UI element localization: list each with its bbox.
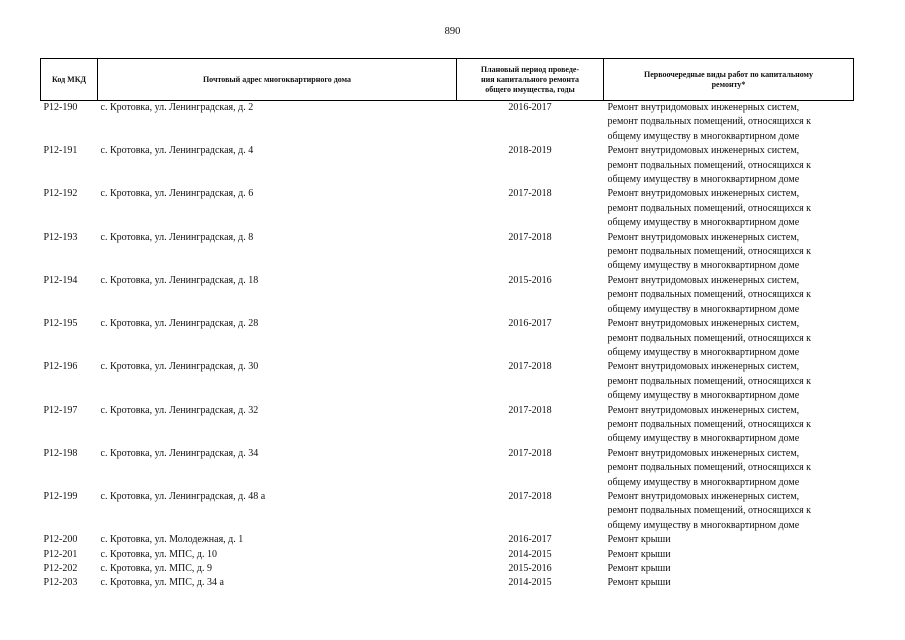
- cell-code: Р12-191: [43, 145, 78, 157]
- cell-period: 2015-2016: [508, 274, 552, 286]
- cell-address: с. Кротовка, ул. Ленинградская, д. 34: [100, 447, 259, 459]
- cell-period: 2015-2016: [508, 563, 552, 574]
- works-line: общему имуществу в многоквартирном доме: [607, 303, 800, 315]
- cell-code: Р12-201: [43, 548, 78, 560]
- cell-period: 2017-2018: [508, 447, 552, 459]
- cell-works: [604, 548, 854, 562]
- cell-code: Р12-200: [43, 534, 78, 546]
- cell-code: Р12-194: [43, 274, 78, 286]
- works-line: Ремонт внутридомовых инженерных систем,: [607, 447, 800, 459]
- table-row: [41, 562, 854, 576]
- header-code: Код МКД: [41, 59, 98, 101]
- works-line: Ремонт внутридомовых инженерных систем,: [607, 361, 800, 373]
- cell-code: Р12-202: [43, 563, 78, 574]
- cell-period: 2018-2019: [508, 145, 552, 157]
- works-line: Ремонт внутридомовых инженерных систем,: [607, 102, 800, 113]
- table-row: [41, 274, 854, 317]
- cell-code: Р12-193: [43, 231, 78, 243]
- cell-period: 2017-2018: [508, 404, 552, 416]
- works-line: общему имуществу в многоквартирном доме: [607, 174, 800, 186]
- cell-period: 2017-2018: [508, 361, 552, 373]
- works-line: общему имуществу в многоквартирном доме: [607, 217, 800, 229]
- cell-code: Р12-190: [43, 102, 78, 113]
- cell-period: 2016-2017: [508, 102, 552, 113]
- works-line: общему имуществу в многоквартирном доме: [607, 433, 800, 445]
- cell-address: с. Кротовка, ул. Ленинградская, д. 2: [100, 102, 254, 113]
- table-row: [41, 144, 854, 187]
- cell-address: с. Кротовка, ул. Ленинградская, д. 48 а: [100, 490, 266, 502]
- cell-address: с. Кротовка, ул. Молодежная, д. 1: [100, 534, 244, 546]
- works-line: ремонт подвальных помещений, относящихся к: [607, 462, 812, 474]
- works-line: ремонт подвальных помещений, относящихся к: [607, 116, 812, 128]
- cell-works: [604, 231, 854, 274]
- works-line: Ремонт крыши: [607, 577, 671, 589]
- cell-period: 2017-2018: [508, 188, 552, 200]
- works-line: ремонт подвальных помещений, относящихся к: [607, 505, 812, 517]
- cell-address: с. Кротовка, ул. Ленинградская, д. 6: [100, 188, 254, 200]
- cell-address: с. Кротовка, ул. МПС, д. 9: [100, 563, 213, 574]
- cell-code: Р12-203: [43, 577, 78, 589]
- cell-works: [604, 490, 854, 533]
- works-line: Ремонт внутридомовых инженерных систем,: [607, 490, 800, 502]
- capital-repair-table: [40, 58, 854, 591]
- table-row: [41, 548, 854, 562]
- cell-address: с. Кротовка, ул. МПС, д. 10: [100, 548, 218, 560]
- cell-address: с. Кротовка, ул. Ленинградская, д. 32: [100, 404, 259, 416]
- table-body: [41, 101, 854, 591]
- cell-period: 2016-2017: [508, 318, 552, 330]
- cell-period: 2014-2015: [508, 577, 552, 589]
- cell-works: [604, 576, 854, 590]
- cell-period: 2017-2018: [508, 231, 552, 243]
- cell-works: [604, 562, 854, 576]
- cell-works: [604, 317, 854, 360]
- table-row: [41, 317, 854, 360]
- header-works: Первоочередные виды работ по капитальному ремонту*: [604, 59, 854, 101]
- cell-works: [604, 101, 854, 145]
- table-row: [41, 187, 854, 230]
- works-line: ремонт подвальных помещений, относящихся к: [607, 375, 812, 387]
- works-line: Ремонт внутридомовых инженерных систем,: [607, 231, 800, 243]
- cell-works: [604, 533, 854, 547]
- table-row: [41, 231, 854, 274]
- works-line: общему имуществу в многоквартирном доме: [607, 390, 800, 402]
- cell-code: Р12-199: [43, 490, 78, 502]
- cell-address: с. Кротовка, ул. Ленинградская, д. 4: [100, 145, 254, 157]
- cell-works: [604, 274, 854, 317]
- works-line: общему имуществу в многоквартирном доме: [607, 346, 800, 358]
- works-line: общему имуществу в многоквартирном доме: [607, 260, 800, 272]
- works-line: Ремонт внутридомовых инженерных систем,: [607, 318, 800, 330]
- header-address: Почтовый адрес многоквартирного дома: [98, 59, 457, 101]
- works-line: Ремонт крыши: [607, 548, 671, 560]
- cell-works: [604, 187, 854, 230]
- cell-period: 2016-2017: [508, 534, 552, 546]
- works-line: ремонт подвальных помещений, относящихся к: [607, 418, 812, 430]
- cell-address: с. Кротовка, ул. МПС, д. 34 а: [100, 577, 224, 589]
- cell-code: Р12-197: [43, 404, 78, 416]
- works-line: Ремонт внутридомовых инженерных систем,: [607, 188, 800, 200]
- cell-address: с. Кротовка, ул. Ленинградская, д. 8: [100, 231, 254, 243]
- works-line: общему имуществу в многоквартирном доме: [607, 476, 800, 488]
- cell-period: 2014-2015: [508, 548, 552, 560]
- cell-period: 2017-2018: [508, 490, 552, 502]
- table-row: [41, 533, 854, 547]
- cell-code: Р12-198: [43, 447, 78, 459]
- table-row: [41, 101, 854, 145]
- works-line: ремонт подвальных помещений, относящихся к: [607, 159, 812, 171]
- works-line: Ремонт крыши: [607, 563, 671, 574]
- table-row: [41, 576, 854, 590]
- cell-address: с. Кротовка, ул. Ленинградская, д. 28: [100, 318, 259, 330]
- works-line: ремонт подвальных помещений, относящихся к: [607, 246, 812, 258]
- cell-works: [604, 404, 854, 447]
- cell-code: Р12-196: [43, 361, 78, 373]
- works-line: ремонт подвальных помещений, относящихся к: [607, 202, 812, 214]
- cell-works: [604, 360, 854, 403]
- page-number: 890: [444, 26, 461, 37]
- table-row: [41, 404, 854, 447]
- table-row: [41, 490, 854, 533]
- cell-code: Р12-195: [43, 318, 78, 330]
- cell-works: [604, 144, 854, 187]
- works-line: общему имуществу в многоквартирном доме: [607, 519, 800, 531]
- works-line: ремонт подвальных помещений, относящихся к: [607, 289, 812, 301]
- cell-address: с. Кротовка, ул. Ленинградская, д. 30: [100, 361, 259, 373]
- works-line: Ремонт крыши: [607, 534, 671, 546]
- cell-address: с. Кротовка, ул. Ленинградская, д. 18: [100, 274, 259, 286]
- works-line: Ремонт внутридомовых инженерных систем,: [607, 145, 800, 157]
- works-line: Ремонт внутридомовых инженерных систем,: [607, 404, 800, 416]
- cell-works: [604, 447, 854, 490]
- cell-code: Р12-192: [43, 188, 78, 200]
- works-line: ремонт подвальных помещений, относящихся к: [607, 332, 812, 344]
- table-row: [41, 447, 854, 490]
- works-line: общему имуществу в многоквартирном доме: [607, 130, 800, 142]
- header-period: Плановый период проведе- ния капитального ремонта общего имущества, годы: [457, 59, 604, 101]
- table-header-row: [41, 59, 854, 101]
- works-line: Ремонт внутридомовых инженерных систем,: [607, 274, 800, 286]
- table-row: [41, 360, 854, 403]
